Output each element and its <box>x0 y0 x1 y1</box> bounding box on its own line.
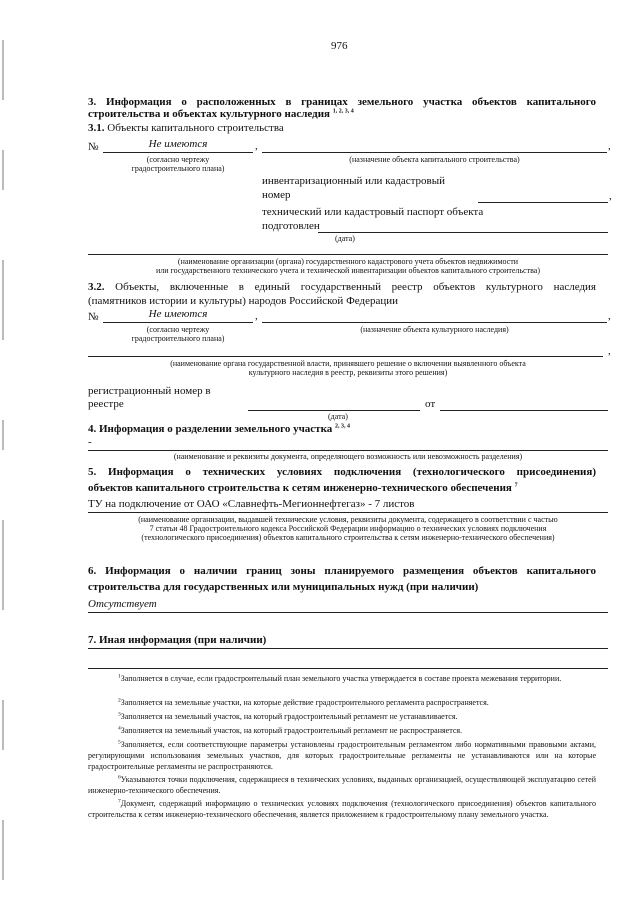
footnote-3: $^3$Заполняется на земельный участок, на который градостроительный регламент не устанавливается. <box>118 711 458 721</box>
section-7-heading: 7. Иная информация (при наличии) <box>88 634 267 646</box>
caption-purpose: (назначение объекта капитального строительства) <box>349 155 520 164</box>
purpose-underline <box>262 152 607 153</box>
footnote-6: $^6$Указываются точки подключения, содержащиеся в технических условиях, выданных организацией, осуществляющей эксплуатацию сетей инженерно-технического обеспечения. <box>88 774 596 795</box>
number-label: № <box>88 141 99 153</box>
footnote-separator <box>88 668 608 669</box>
heritage-objects-value[interactable]: Не имеются <box>148 308 208 320</box>
caption-authority: (наименование органа государственной власти, принявшего решение о включении выявленного объекта культурного наследия в реестр, реквизиты этого решения) <box>170 359 526 377</box>
scan-binding-edge <box>2 0 6 905</box>
section-3-heading-line1: 3. Информация о расположенных в границах земельного участка объектов капитального <box>88 96 596 108</box>
section-3-2-heading-line1: 3.2. Объекты, включенные в единый государственный реестр объектов культурного наследия <box>88 281 596 293</box>
org-underline[interactable] <box>88 254 608 255</box>
zone-value[interactable]: Отсутствует <box>88 598 157 610</box>
field-underline <box>103 152 253 153</box>
footnote-1: $^1$Заполняется в случае, если градостроительный план земельного участка утверждается в составе проекта межевания территории. <box>118 673 562 683</box>
caption-division: (наименование и реквизиты документа, определяющего возможность или невозможность разделения) <box>173 452 523 461</box>
caption-plan: (согласно чертежу градостроительного плана) <box>131 155 225 173</box>
passport-date-underline[interactable] <box>318 232 608 233</box>
page-number: 976 <box>331 40 348 52</box>
from-label: от <box>425 398 436 410</box>
caption-org: (наименование организации (органа) государственного кадастрового учета объектов недвижимости или государственного технического учета и технической инвентаризации объектов капитального строительства) <box>155 257 540 275</box>
caption-heritage-purpose: (назначение объекта культурного наследия) <box>360 325 509 334</box>
caption-tech-conditions: (наименование организации, выдавшей технические условия, реквизиты документа, содержащего в соответствии с частью 7 статьи 48 Градостроительного кодекса Российской Федерации информацию о технических условиях подключения (технологического присоединения) объектов капитального строительства к сетям инженерно-технического обеспечения) <box>138 515 558 542</box>
section-5-heading-line1: 5. Информация о технических условиях подключения (технологического присоединения) <box>88 466 596 478</box>
section-3-1-title: 3.1. Объекты капитального строительства <box>88 122 284 134</box>
registration-number-underline[interactable] <box>248 410 420 411</box>
footnote-4: $^4$Заполняется на земельный участок, на который градостроительный регламент не распространяется. <box>118 725 463 735</box>
inventory-underline[interactable] <box>478 202 608 203</box>
registration-date-underline[interactable] <box>440 410 608 411</box>
capital-objects-value[interactable]: Не имеются <box>148 138 208 150</box>
section-3-2-heading-line2: (памятников истории и культуры) народов Российской Федерации <box>88 295 399 307</box>
authority-underline[interactable] <box>88 356 603 357</box>
section-6-heading-line2: строительства для государственных или муниципальных нужд (при наличии) <box>88 581 479 593</box>
section-3-heading-line2: строительства и объектах культурного наследия $^{1, 2, 3, 4}$ <box>88 108 354 120</box>
section-4-heading: 4. Информация о разделении земельного участка $^{2, 3, 4}$ <box>88 423 350 435</box>
passport-label: технический или кадастровый паспорт объекта <box>262 206 484 218</box>
division-value[interactable]: - <box>88 436 92 448</box>
footnote-2: $^2$Заполняется на земельные участки, на которые действие градостроительного регламента распространяется. <box>118 697 489 707</box>
inventory-label: инвентаризационный или кадастровый <box>262 175 446 187</box>
footnote-7: $^7$Документ, содержащий информацию о технических условиях подключения (технологического присоединения) объектов капитального строительства к сетям инженерно-технического обеспечения, является приложением к градостроительному плану земельного участка. <box>88 798 596 819</box>
tech-conditions-value[interactable]: ТУ на подключение от ОАО «Славнефть-Мегионнефтегаз» - 7 листов <box>88 498 415 510</box>
section-6-heading-line1: 6. Информация о наличии границ зоны планируемого размещения объектов капитального <box>88 565 596 577</box>
caption-date: (дата) <box>335 234 355 243</box>
caption-plan-heritage: (согласно чертежу градостроительного плана) <box>131 325 225 343</box>
registration-label: регистрационный номер в <box>88 385 211 397</box>
footnote-refs: 1, 2, 3, 4 <box>332 108 354 115</box>
section-5-heading-line2: объектов капитального строительства к сетям инженерно-технического обеспечения $^7$ <box>88 482 518 494</box>
footnote-5: $^5$Заполняется, если соответствующие параметры установлены градостроительным регламентом либо нормативными правовыми актами, регулирующими использования земельных участков, для которых градостроительные регламенты не устанавливаются или на которые градостроительные регламенты не распространяются. <box>88 739 596 771</box>
